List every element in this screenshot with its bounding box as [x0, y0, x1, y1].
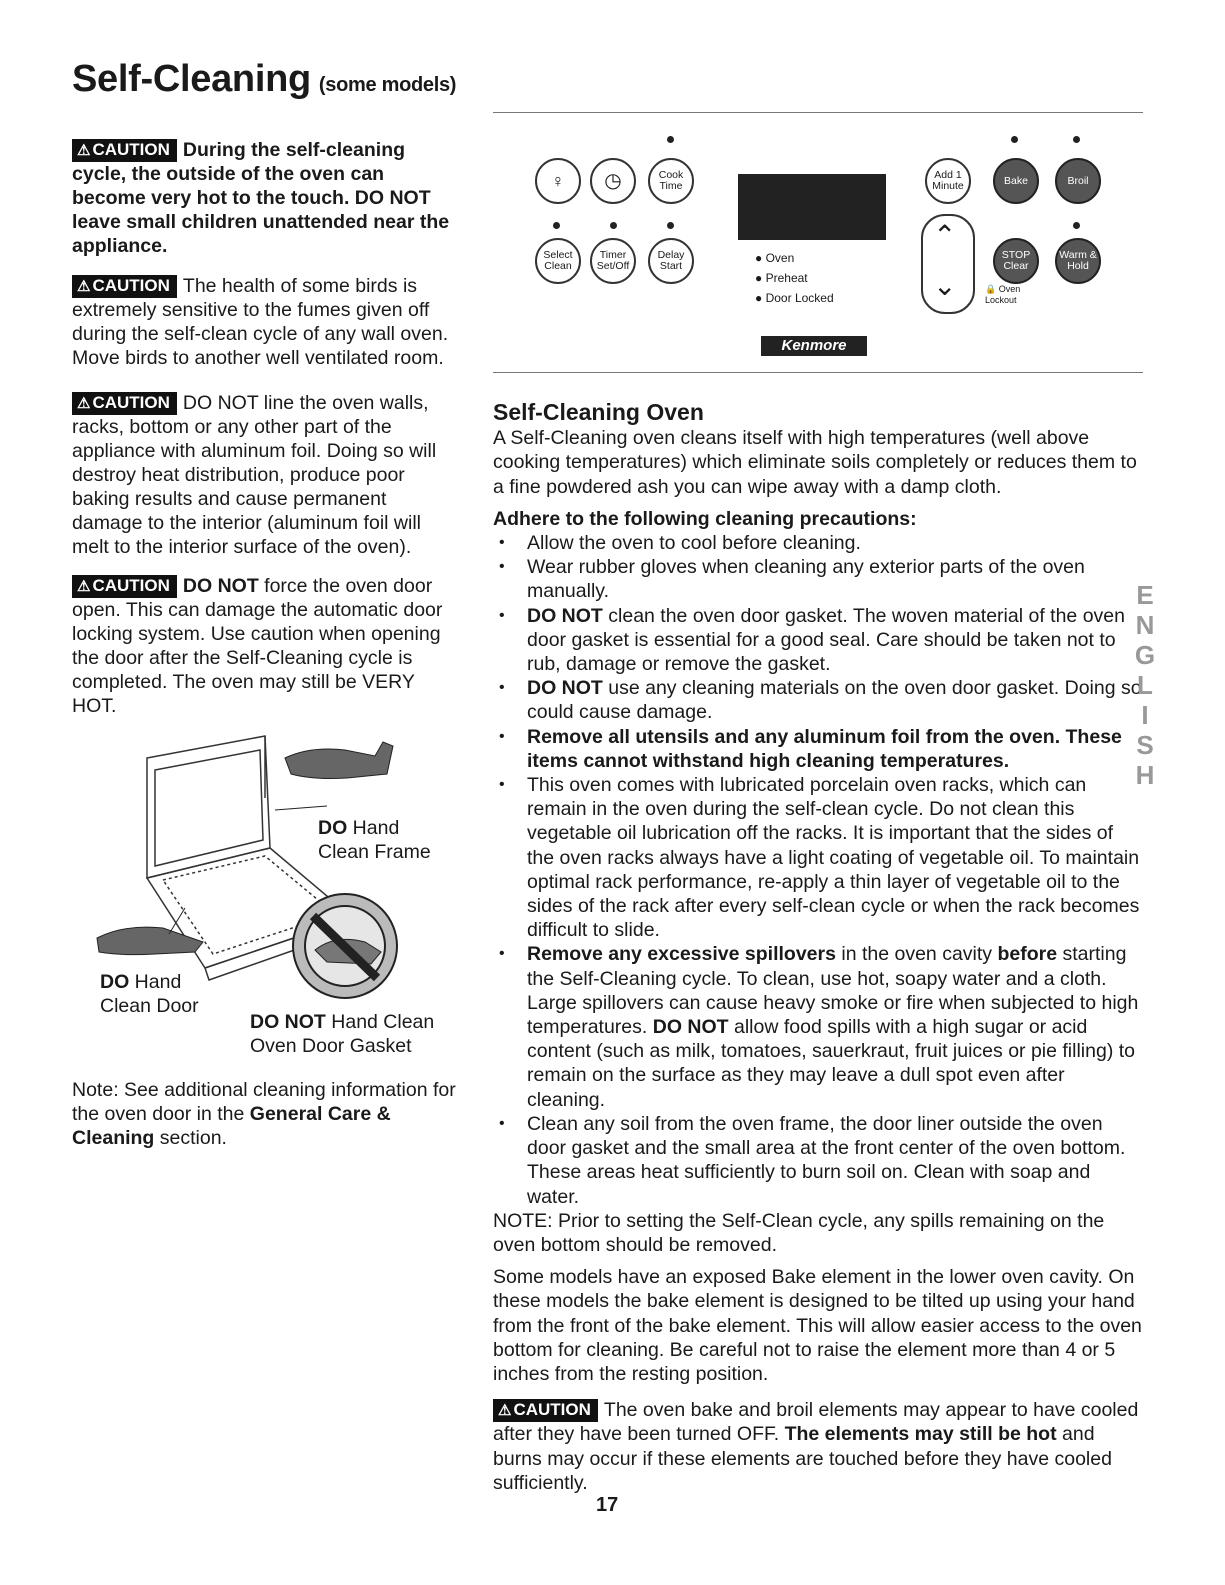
indicator-dot	[1073, 136, 1080, 143]
door-hand-icon	[97, 927, 203, 955]
page-title: Self-Cleaning (some models)	[72, 58, 457, 100]
indicator-dot	[667, 136, 674, 143]
warning-icon: ⚠	[77, 278, 91, 295]
control-panel	[493, 118, 1143, 376]
indicator-dot	[1073, 222, 1080, 229]
stop-clear-button[interactable]: STOP Clear	[993, 238, 1039, 284]
timer-button[interactable]: Timer Set/Off	[590, 238, 636, 284]
caution-badge: ⚠ CAUTION	[72, 139, 177, 162]
indicator-dot	[553, 222, 560, 229]
label-door: DO Hand Clean Door	[100, 971, 199, 1017]
clock-icon: ◷	[604, 169, 622, 192]
list-item: • Remove all utensils and any aluminum foil from the oven. These items cannot withstand high cleaning temperatures.	[493, 725, 1143, 773]
self-cleaning-oven-section	[493, 400, 1143, 1495]
header-rule	[493, 112, 1143, 113]
chevron-down-icon: ⌄	[933, 270, 957, 301]
warm-hold-button[interactable]: Warm & Hold	[1055, 238, 1101, 284]
indicator-dot	[610, 222, 617, 229]
clock-button[interactable]	[590, 158, 636, 204]
precautions-heading: Adhere to the following cleaning precautions:	[493, 507, 917, 530]
language-side-tab: E N G L I S H	[1134, 580, 1156, 790]
list-item: • DO NOT use any cleaning materials on the oven door gasket. Doing so could cause damage.	[493, 676, 1143, 724]
select-clean-button[interactable]: Select Clean	[535, 238, 581, 284]
warning-icon: ⚠	[77, 578, 91, 595]
precautions-list	[493, 531, 1143, 1209]
caution-badge: ⚠ CAUTION	[72, 575, 177, 598]
bake-element-paragraph: Some models have an exposed Bake element in the lower oven cavity. On these models the bake element is designed to be tilted up using your hand from the front of the bake element. This will allow easier access to the oven bottom for cleaning. Be careful not to raise the element more than 4 or 5 inches from the resting position.	[493, 1266, 1142, 1385]
list-item: • Wear rubber gloves when cleaning any exterior parts of the oven manually.	[493, 555, 1143, 603]
bulb-button[interactable]	[535, 158, 581, 204]
lightbulb-icon: ♀	[551, 170, 565, 191]
page-subtitle: (some models)	[318, 74, 457, 96]
caution-block-5: ⚠ CAUTION The oven bake and broil elements may appear to have cooled after they have been turned OFF. The elements may still be hot and burns may occur if these elements are touched before they have cooled sufficiently.	[493, 1399, 1139, 1494]
brand-logo: Kenmore	[761, 336, 867, 356]
indicator-dot	[667, 222, 674, 229]
chevron-up-icon: ⌃	[933, 220, 957, 251]
list-item: • DO NOT clean the oven door gasket. The woven material of the oven door gasket is essential for a good seal. Care should be taken not to rub, damage or remove the gasket.	[493, 604, 1143, 677]
warning-icon: ⚠	[498, 1402, 512, 1420]
bake-button[interactable]: Bake	[993, 158, 1039, 204]
caution-block-1: ⚠ CAUTION During the self-cleaning cycle, the outside of the oven can become very hot to the touch. DO NOT leave small children unattended near the appliance.	[72, 139, 450, 257]
list-item: • This oven comes with lubricated porcelain oven racks, which can remain in the oven during the self-clean cycle. Do not clean this vegetable oil lubrication off the racks. It is important that the sides of the oven racks always have a light coating of vegetable oil. To maintain optimal rack performance, re-apply a thin layer of vegetable oil to the sides of the rack after every self-clean cycle or when the rack becomes difficult to slide.	[493, 773, 1143, 942]
list-item: • Allow the oven to cool before cleaning.	[493, 531, 1143, 555]
caution-badge: ⚠ CAUTION	[72, 275, 177, 298]
page-number: 17	[596, 1494, 619, 1516]
down-arrow-button[interactable]	[933, 268, 956, 304]
caution-badge: ⚠ CAUTION	[72, 392, 177, 415]
indicator-dot	[1011, 136, 1018, 143]
add-minute-button[interactable]: Add 1 Minute	[925, 158, 971, 204]
indicator-list	[755, 248, 834, 308]
list-item: • Clean any soil from the oven frame, the door liner outside the oven door gasket and the small area at the front center of the oven bottom. These areas heat sufficiently to burn soil on. Clean with soap and water.	[493, 1112, 1143, 1209]
section-heading: Self-Cleaning Oven	[493, 399, 704, 425]
warning-icon: ⚠	[77, 142, 91, 159]
warning-icon: ⚠	[77, 395, 91, 412]
indicator-preheat: ● Preheat	[755, 271, 808, 285]
note-door-care: Note: See additional cleaning information for the oven door in the General Care & Cleaning section.	[72, 1079, 456, 1149]
oven-door-illustration	[85, 728, 430, 1008]
display-screen	[738, 174, 886, 240]
indicator-door-locked: ● Door Locked	[755, 291, 834, 305]
delay-start-button[interactable]: Delay Start	[648, 238, 694, 284]
cook-time-button[interactable]: Cook Time	[648, 158, 694, 204]
broil-button[interactable]: Broil	[1055, 158, 1101, 204]
intro-paragraph: A Self-Cleaning oven cleans itself with high temperatures (well above cooking temperatures) which eliminate soils completely or reduces them to a fine powdered ash you can wipe away with a damp cloth.	[493, 427, 1137, 498]
up-arrow-button[interactable]	[933, 218, 956, 254]
no-symbol-icon	[293, 894, 397, 998]
caution-block-4: ⚠ CAUTION DO NOT force the oven door open. This can damage the automatic door locking system. Use caution when opening the door after the Self-Cleaning cycle is completed. The oven may still be VERY HOT.	[72, 575, 443, 717]
caution-block-3: ⚠ CAUTION DO NOT line the oven walls, racks, bottom or any other part of the appliance with aluminum foil. Doing so will destroy heat distribution, produce poor baking results and cause permanent damage to the interior (aluminum foil will melt to the interior surface of the oven).	[72, 392, 437, 558]
oven-lockout-label: 🔒 Oven Lockout	[985, 284, 1021, 305]
label-frame: DO Hand Clean Frame	[318, 817, 431, 863]
note-paragraph: NOTE: Prior to setting the Self-Clean cycle, any spills remaining on the oven bottom should be removed.	[493, 1209, 1105, 1256]
indicator-oven: ● Oven	[755, 251, 795, 265]
frame-hand-icon	[285, 742, 393, 779]
caution-block-2: ⚠ CAUTION The health of some birds is extremely sensitive to the fumes given off during the self-clean cycle of any wall oven. Move birds to another well ventilated room.	[72, 275, 449, 369]
lock-icon: 🔒	[985, 284, 997, 294]
caution-badge: ⚠ CAUTION	[493, 1399, 598, 1422]
label-gasket: DO NOT Hand Clean Oven Door Gasket	[250, 1011, 435, 1057]
list-item: • Remove any excessive spillovers in the oven cavity before starting the Self-Cleaning cycle. To clean, use hot, soapy water and a cloth. Large spillovers can cause heavy smoke or fire when subjected to high temperatures. DO NOT allow food spills with a high sugar or acid content (such as milk, tomatoes, sauerkraut, fruit juices or pie filling) to remain on the surface as they may leave a dull spot even after cleaning.	[493, 942, 1143, 1111]
panel-rule	[493, 372, 1143, 373]
